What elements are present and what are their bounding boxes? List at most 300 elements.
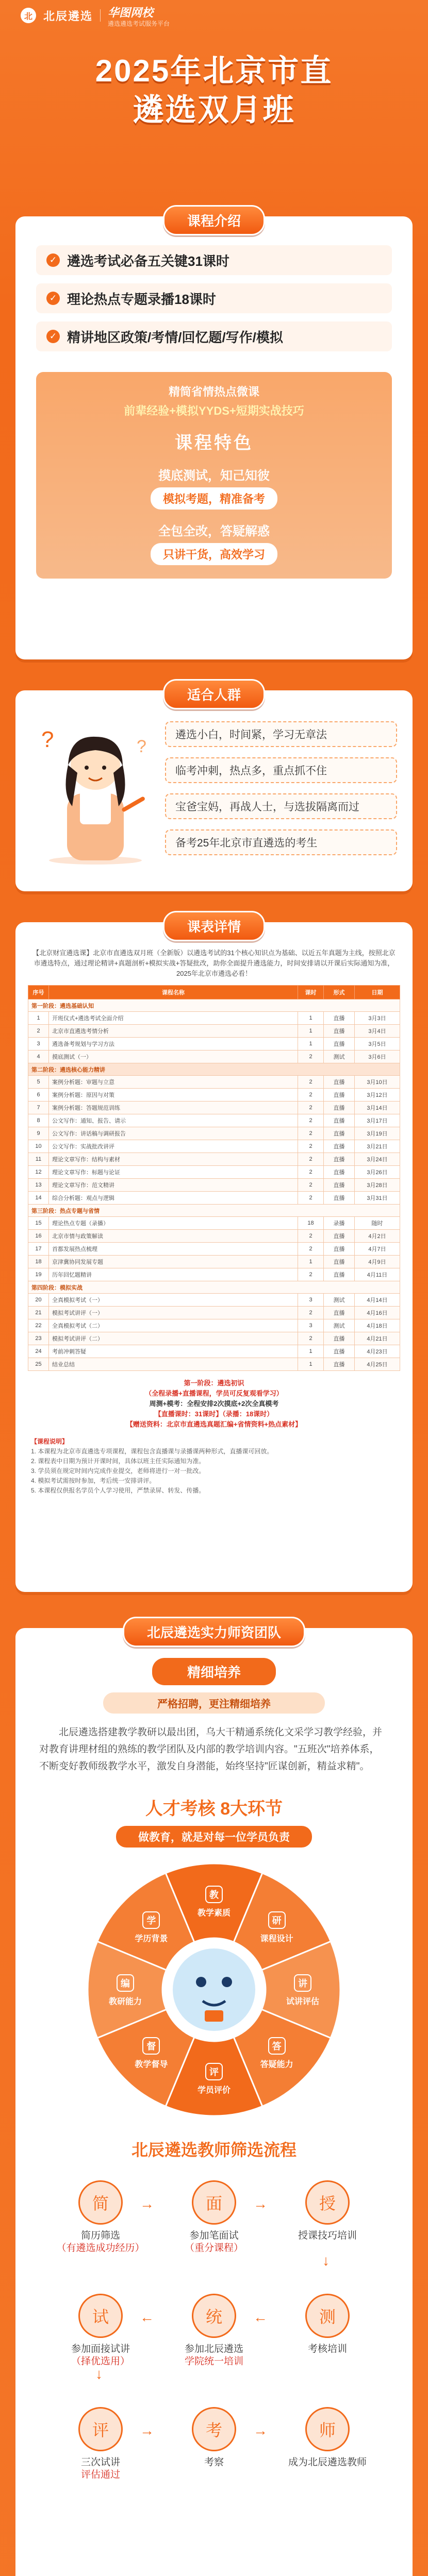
course-intro-pill: 课程介绍 <box>163 205 265 235</box>
cell-num: 13 <box>28 1179 49 1192</box>
table-row <box>28 1114 400 1127</box>
check-icon: ✓ <box>46 253 60 267</box>
cell-date: 随时 <box>355 1217 400 1230</box>
cell-num: 3 <box>28 1038 49 1050</box>
cell-name: 全真模拟考试（一） <box>49 1294 298 1307</box>
cell-name: 理论热点专题（录播） <box>49 1217 298 1230</box>
cell-hrs: 2 <box>298 1230 324 1243</box>
stage-row <box>28 1205 400 1217</box>
feature-b2: 只讲干货，高效学习 <box>151 543 277 565</box>
flow-step-label <box>162 2456 266 2469</box>
wheel-item-icon: 学 <box>142 1911 160 1929</box>
flow-step-title: 考核培训 <box>307 2344 347 2354</box>
remark-item: 3. 学员须在规定时间内完成作业提交，老师将进行一对一批改。 <box>31 1467 205 1475</box>
note-line: 【赠送资料：北京市直遴选真题汇编+省情资料+热点素材】 <box>126 1420 302 1428</box>
intro-list <box>15 216 413 370</box>
cell-num: 7 <box>28 1101 49 1114</box>
cell-hrs: 3 <box>298 1319 324 1332</box>
cell-type: 直播 <box>324 1268 355 1281</box>
cell-num: 8 <box>28 1114 49 1127</box>
cell-type: 直播 <box>324 1153 355 1166</box>
cell-type: 直播 <box>324 1256 355 1268</box>
flow-step-label <box>276 2343 379 2355</box>
check-icon: ✓ <box>46 292 60 305</box>
cell-date: 3月19日 <box>355 1127 400 1140</box>
flow-step <box>162 2180 266 2255</box>
course-intro-card <box>15 213 413 659</box>
cell-name: 首都发展热点梳理 <box>49 1243 298 1256</box>
flow-title: 北辰遴选教师筛选流程 <box>131 2141 297 2159</box>
intro-item <box>36 321 392 351</box>
cell-hrs: 2 <box>298 1050 324 1063</box>
cell-type: 直播 <box>324 1358 355 1371</box>
flow-arrow-icon: ← <box>253 2309 268 2325</box>
wheel-item-icon: 研 <box>268 1911 286 1929</box>
flow-step-title: 参加北辰遴选 <box>184 2344 243 2354</box>
cell-date: 3月3日 <box>355 1012 400 1025</box>
schedule-table <box>28 985 400 1371</box>
team-card <box>15 1625 413 2576</box>
table-row <box>28 1153 400 1166</box>
cell-date: 3月5日 <box>355 1038 400 1050</box>
wheel-item-icon: 讲 <box>294 1974 311 1992</box>
remarks-title: 【课程说明】 <box>31 1438 69 1445</box>
flow-arrow-icon: → <box>253 2196 268 2212</box>
wheel-item <box>191 1886 237 1918</box>
intro-item <box>36 283 392 313</box>
wheel-item <box>191 2063 237 2095</box>
feature-line2: 前辈经验+模拟YYDS+短期实战技巧 <box>124 404 304 417</box>
cell-date: 4月25日 <box>355 1358 400 1371</box>
flow-step-label <box>162 2230 266 2255</box>
teacher-illustration <box>31 716 160 866</box>
stage-row <box>28 1063 400 1076</box>
audience-card <box>15 687 413 891</box>
cell-date: 3月4日 <box>355 1025 400 1038</box>
check-icon: ✓ <box>46 330 60 343</box>
note-line: 第一阶段：遴选初识 <box>184 1379 244 1387</box>
feature-pair <box>46 465 382 510</box>
flow-step-label <box>49 2456 152 2481</box>
wheel-item-label: 教学素质 <box>197 1909 231 1918</box>
wheel-item-icon: 编 <box>117 1974 134 1992</box>
audience-item: 遴选小白，时间紧，学习无章法 <box>165 721 397 747</box>
table-row <box>28 1025 400 1038</box>
wheel-item-icon: 评 <box>205 2063 223 2080</box>
note-line: 【直播课时：31课时】（录播：18课时） <box>154 1410 274 1418</box>
table-row <box>28 1243 400 1256</box>
talent-wheel <box>85 1861 343 2119</box>
remark-item: 1. 本课程为北京市直遴选专项课程，课程包含直播课与录播课两种形式，直播课可回放。 <box>31 1448 273 1455</box>
flow-step-icon: 师 <box>305 2407 350 2451</box>
cell-num: 15 <box>28 1217 49 1230</box>
feature-pair <box>46 521 382 565</box>
cell-num: 21 <box>28 1307 49 1319</box>
cell-num: 11 <box>28 1153 49 1166</box>
cell-num: 9 <box>28 1127 49 1140</box>
flow-arrow-icon: → <box>253 2422 268 2438</box>
flow-step-title: 参加笔面试 <box>189 2230 239 2241</box>
wheel-item-icon: 答 <box>268 2037 286 2055</box>
hero-title-line2: 遴选双月班 <box>133 93 295 127</box>
wheel-item-label: 教研能力 <box>108 1997 142 2006</box>
cell-hrs: 2 <box>298 1243 324 1256</box>
cell-type: 直播 <box>324 1038 355 1050</box>
flow-step <box>276 2180 379 2242</box>
stage-row <box>28 1281 400 1294</box>
flow-step-note: （择优选用） <box>71 2356 130 2367</box>
cell-hrs: 18 <box>298 1217 324 1230</box>
flow-step-label <box>49 2230 152 2255</box>
cell-name: 模拟考试讲评（二） <box>49 1332 298 1345</box>
note-line: 周测+模考：全程安排2次摸底+2次全真模考 <box>149 1400 279 1408</box>
cell-hrs: 1 <box>298 1358 324 1371</box>
wheel-item <box>279 1974 326 2007</box>
flow-step <box>276 2294 379 2355</box>
cell-type: 测试 <box>324 1294 355 1307</box>
cell-name: 综合分析题：观点与逻辑 <box>49 1192 298 1205</box>
table-row <box>28 1358 400 1371</box>
cell-date: 3月17日 <box>355 1114 400 1127</box>
cell-name: 理论文章写作：标题与论证 <box>49 1166 298 1179</box>
schedule-card <box>15 919 413 1592</box>
table-row <box>28 1319 400 1332</box>
flow-step-label <box>49 2343 152 2368</box>
teacher-figure-icon <box>31 716 160 866</box>
audience-list <box>165 716 397 866</box>
svg-text:?: ? <box>137 737 146 756</box>
cell-hrs: 3 <box>298 1294 324 1307</box>
table-header-row <box>28 986 400 999</box>
wheel-item-label: 课程设计 <box>260 1935 293 1944</box>
col-header: 形式 <box>324 986 355 999</box>
cell-date: 4月16日 <box>355 1307 400 1319</box>
cell-type: 测试 <box>324 1319 355 1332</box>
cell-date: 3月31日 <box>355 1192 400 1205</box>
cell-hrs: 2 <box>298 1101 324 1114</box>
cell-hrs: 1 <box>298 1038 324 1050</box>
cell-type: 直播 <box>324 1345 355 1358</box>
cell-type: 直播 <box>324 1179 355 1192</box>
cell-date: 4月14日 <box>355 1294 400 1307</box>
flow-step <box>49 2294 152 2368</box>
cell-num: 25 <box>28 1358 49 1371</box>
logo-divider <box>100 9 101 22</box>
flow-step-note: 学院统一培训 <box>184 2356 243 2367</box>
cell-num: 16 <box>28 1230 49 1243</box>
wheel-item-label: 教学督导 <box>135 2060 168 2069</box>
flow-arrow-icon: → <box>140 2196 154 2212</box>
hero <box>0 31 428 130</box>
table-row <box>28 1345 400 1358</box>
flow-step-label <box>276 2456 379 2469</box>
stage-row <box>28 999 400 1012</box>
feature-title: 课程特色 <box>175 433 253 453</box>
table-row <box>28 1217 400 1230</box>
flow-step-icon: 授 <box>305 2180 350 2225</box>
cell-date: 3月6日 <box>355 1050 400 1063</box>
flow-step-title: 参加面接试讲 <box>71 2344 130 2354</box>
cell-hrs: 2 <box>298 1268 324 1281</box>
cell-num: 24 <box>28 1345 49 1358</box>
schedule-pill: 课表详情 <box>163 911 265 941</box>
wheel-item <box>254 1911 300 1944</box>
flow-step <box>49 2180 152 2255</box>
brand-subtitle: 遴选遴选考试服务平台 <box>108 20 170 27</box>
svg-text:?: ? <box>41 727 54 752</box>
cell-type: 直播 <box>324 1127 355 1140</box>
cell-date: 4月21日 <box>355 1332 400 1345</box>
cell-num: 19 <box>28 1268 49 1281</box>
table-row <box>28 1166 400 1179</box>
table-row <box>28 1140 400 1153</box>
cell-hrs: 1 <box>298 1345 324 1358</box>
col-header: 序号 <box>28 986 49 999</box>
cell-num: 17 <box>28 1243 49 1256</box>
flow-step <box>162 2294 266 2368</box>
flow-arrow-icon: → <box>140 2422 154 2438</box>
feature-line1: 精简省情热点微课 <box>168 385 259 398</box>
intro-item-label: 理论热点专题录播18课时 <box>67 291 216 307</box>
cell-date: 4月23日 <box>355 1345 400 1358</box>
talent-heading: 人才考核 8大环节 <box>145 1799 283 1819</box>
cell-hrs: 2 <box>298 1179 324 1192</box>
cell-type: 直播 <box>324 1012 355 1025</box>
cell-name: 公文写作：实战批改讲评 <box>49 1140 298 1153</box>
table-row <box>28 1307 400 1319</box>
cell-type: 直播 <box>324 1166 355 1179</box>
col-header: 日期 <box>355 986 400 999</box>
cell-name: 理论文章写作：结构与素材 <box>49 1153 298 1166</box>
table-row <box>28 1256 400 1268</box>
cell-type: 直播 <box>324 1025 355 1038</box>
cell-type: 直播 <box>324 1076 355 1089</box>
table-row <box>28 1192 400 1205</box>
cell-name: 考前冲刺答疑 <box>49 1345 298 1358</box>
top-bar <box>0 0 428 31</box>
cell-hrs: 2 <box>298 1089 324 1101</box>
audience-item: 临考冲刺，热点多，重点抓不住 <box>165 757 397 783</box>
brand-name: 华图网校 <box>108 6 154 19</box>
cell-date: 3月28日 <box>355 1179 400 1192</box>
flow-step-title: 授课技巧培训 <box>298 2230 357 2241</box>
wheel-item <box>254 2037 300 2070</box>
flow-step-title: 简历筛选 <box>80 2230 120 2241</box>
flow-arrow-icon: ↓ <box>95 2366 103 2382</box>
cell-num: 22 <box>28 1319 49 1332</box>
flow-step-icon: 考 <box>192 2407 236 2451</box>
audience-item: 宝爸宝妈，再战人士，与选拔隔离而过 <box>165 793 397 819</box>
cell-name: 北京市情与政策解读 <box>49 1230 298 1243</box>
schedule-intro: 【北京财宣遴选课】北京市直遴选双月班（全新版）以遴选考试的31个核心知识点为基础、以近五年真题为主线，按照北京市遴选特点，通过理论精讲+真题剖析+模拟实战+答疑批改，助你全面提升遴选能力，时间安排请以开课后实际通知为准，2025年北京市遴选必看！ <box>32 949 396 977</box>
table-row <box>28 1294 400 1307</box>
flow-grid <box>39 2175 389 2510</box>
cell-name: 遴选备考规划与学习方法 <box>49 1038 298 1050</box>
wheel-item <box>102 1974 149 2007</box>
cell-name: 理论文章写作：范文精讲 <box>49 1179 298 1192</box>
flow-step-title: 考察 <box>204 2457 224 2468</box>
cell-name: 案例分析题：审题与立意 <box>49 1076 298 1089</box>
wheel-item-label: 试讲评估 <box>286 1997 319 2006</box>
cell-name: 历年回忆题精讲 <box>49 1268 298 1281</box>
remark-item: 5. 本课程仅供报名学员个人学习使用，严禁录屏、转发、传播。 <box>31 1487 205 1494</box>
feature-b1: 模拟考题，精准备考 <box>151 487 277 510</box>
flow-step-note: （重分课程） <box>184 2243 243 2253</box>
cell-name: 开班仪式+遴选考试全面介绍 <box>49 1012 298 1025</box>
cell-type: 测试 <box>324 1050 355 1063</box>
table-row <box>28 1268 400 1281</box>
cell-date: 4月18日 <box>355 1319 400 1332</box>
cell-num: 14 <box>28 1192 49 1205</box>
flow-step-label <box>276 2230 379 2242</box>
intro-item-label: 遴选考试必备五关键31课时 <box>67 253 229 269</box>
stage-name: 第二阶段：遴选核心能力精讲 <box>28 1063 400 1076</box>
schedule-body <box>28 999 400 1371</box>
cell-hrs: 2 <box>298 1127 324 1140</box>
audience-item: 备考25年北京市直遴选的考生 <box>165 829 397 855</box>
table-row <box>28 1012 400 1025</box>
intro-item-label: 精讲地区政策/考情/回忆题/写作/模拟 <box>67 329 283 345</box>
team-text: 北辰遴选搭建教学教研以最出团，乌大干精通系统化文采学习教学经验，并对教育讲理材组的熟练的教学团队及内部的教学培训内容。"五班次"培养体系，不断变好教师级教学水平，激发自身潜能，始终坚持"匠谋创新，精益求精"。 <box>39 1727 383 1772</box>
wheel-item-icon: 教 <box>205 1886 223 1903</box>
hero-title-line1: 2025年北京市直 <box>95 54 333 88</box>
flow-step-icon: 统 <box>192 2294 236 2338</box>
cell-type: 录播 <box>324 1217 355 1230</box>
remark-item: 4. 模拟考试需按时参加，考后统一安排讲评。 <box>31 1477 156 1484</box>
cell-date: 3月24日 <box>355 1153 400 1166</box>
flow-step-icon: 试 <box>78 2294 123 2338</box>
remark-item: 2. 课程表中日期为预计开课时间，具体以班主任实际通知为准。 <box>31 1458 205 1465</box>
cell-date: 4月7日 <box>355 1243 400 1256</box>
talent-subheading: 做教育，就是对每一位学员负责 <box>116 1826 312 1848</box>
flow-step-icon: 评 <box>78 2407 123 2451</box>
cell-name: 摸底测试（一） <box>49 1050 298 1063</box>
cell-type: 直播 <box>324 1140 355 1153</box>
cell-type: 直播 <box>324 1307 355 1319</box>
cell-num: 2 <box>28 1025 49 1038</box>
cell-hrs: 2 <box>298 1140 324 1153</box>
cell-hrs: 2 <box>298 1076 324 1089</box>
table-row <box>28 1332 400 1345</box>
flow-step-label <box>162 2343 266 2368</box>
wheel-item-label: 学历背景 <box>135 1935 168 1944</box>
cell-num: 1 <box>28 1012 49 1025</box>
wheel-item-label: 学员评价 <box>197 2086 231 2095</box>
cell-num: 4 <box>28 1050 49 1063</box>
cell-type: 直播 <box>324 1101 355 1114</box>
wheel-item-label: 答疑能力 <box>260 2060 293 2069</box>
flow-step-icon: 简 <box>78 2180 123 2225</box>
wheel-item <box>128 1911 174 1944</box>
cell-hrs: 1 <box>298 1025 324 1038</box>
cell-type: 直播 <box>324 1332 355 1345</box>
cell-type: 直播 <box>324 1089 355 1101</box>
cell-num: 23 <box>28 1332 49 1345</box>
cell-num: 18 <box>28 1256 49 1268</box>
table-row <box>28 1230 400 1243</box>
cell-type: 直播 <box>324 1243 355 1256</box>
cell-name: 结业总结 <box>49 1358 298 1371</box>
team-sub1: 精细培养 <box>152 1658 276 1685</box>
col-header: 课程名称 <box>49 986 298 999</box>
cell-hrs: 1 <box>298 1012 324 1025</box>
schedule-notes <box>15 1378 413 1430</box>
audience-pill: 适合人群 <box>163 679 265 709</box>
cell-hrs: 2 <box>298 1332 324 1345</box>
cell-hrs: 2 <box>298 1153 324 1166</box>
cell-date: 4月9日 <box>355 1256 400 1268</box>
cell-date: 3月14日 <box>355 1101 400 1114</box>
flow-step-title: 三次试讲 <box>80 2457 120 2468</box>
cell-hrs: 2 <box>298 1192 324 1205</box>
cell-type: 直播 <box>324 1192 355 1205</box>
feature-a2: 全包全改，答疑解惑 <box>158 524 270 538</box>
team-pill: 北辰遴选实力师资团队 <box>123 1617 305 1647</box>
cell-date: 3月26日 <box>355 1166 400 1179</box>
flow-step-icon: 测 <box>305 2294 350 2338</box>
cell-name: 案例分析题：原因与对策 <box>49 1089 298 1101</box>
cell-num: 20 <box>28 1294 49 1307</box>
team-sub2: 严格招聘，更注精细培养 <box>103 1692 325 1714</box>
table-row <box>28 1038 400 1050</box>
table-row <box>28 1050 400 1063</box>
stage-name: 第三阶段：热点专题与省情 <box>28 1205 400 1217</box>
audience-wrap <box>15 690 413 881</box>
feature-box <box>36 372 392 579</box>
cell-name: 公文写作：通知、报告、请示 <box>49 1114 298 1127</box>
cell-date: 4月11日 <box>355 1268 400 1281</box>
flow-step <box>49 2407 152 2481</box>
logo-text: 北辰遴选 <box>43 9 93 23</box>
cell-name: 模拟考试讲评（一） <box>49 1307 298 1319</box>
note-line: （全程录播+直播课程，学员可反复观看学习） <box>145 1389 283 1397</box>
intro-item <box>36 245 392 275</box>
flow-step-title: 成为北辰遴选教师 <box>288 2457 367 2468</box>
cell-name: 京津冀协同发展专题 <box>49 1256 298 1268</box>
flow-step-note: （有遴选成功经历） <box>56 2243 145 2253</box>
table-row <box>28 1101 400 1114</box>
cell-date: 3月21日 <box>355 1140 400 1153</box>
stage-name: 第一阶段：遴选基础认知 <box>28 999 400 1012</box>
table-row <box>28 1089 400 1101</box>
cell-hrs: 2 <box>298 1166 324 1179</box>
cell-date: 4月2日 <box>355 1230 400 1243</box>
logo-icon: 北 <box>21 8 36 23</box>
table-row <box>28 1076 400 1089</box>
flow-arrow-icon: ← <box>140 2309 154 2325</box>
cell-hrs: 2 <box>298 1307 324 1319</box>
flow-step-icon: 面 <box>192 2180 236 2225</box>
cell-num: 6 <box>28 1089 49 1101</box>
cell-hrs: 2 <box>298 1114 324 1127</box>
cell-num: 5 <box>28 1076 49 1089</box>
cell-date: 3月12日 <box>355 1089 400 1101</box>
table-row <box>28 1179 400 1192</box>
flow-arrow-icon: ↓ <box>322 2252 330 2268</box>
cell-name: 全真模拟考试（二） <box>49 1319 298 1332</box>
schedule-remarks <box>15 1430 413 1506</box>
cell-type: 直播 <box>324 1230 355 1243</box>
flow-step <box>276 2407 379 2469</box>
cell-hrs: 1 <box>298 1256 324 1268</box>
stage-name: 第四阶段：模拟实战 <box>28 1281 400 1294</box>
flow-step <box>162 2407 266 2469</box>
cell-name: 公文写作：讲话稿与调研报告 <box>49 1127 298 1140</box>
cell-num: 12 <box>28 1166 49 1179</box>
col-header: 课时 <box>298 986 324 999</box>
feature-a1: 摸底测试，知己知彼 <box>158 469 270 483</box>
wheel-item-icon: 督 <box>142 2037 160 2055</box>
